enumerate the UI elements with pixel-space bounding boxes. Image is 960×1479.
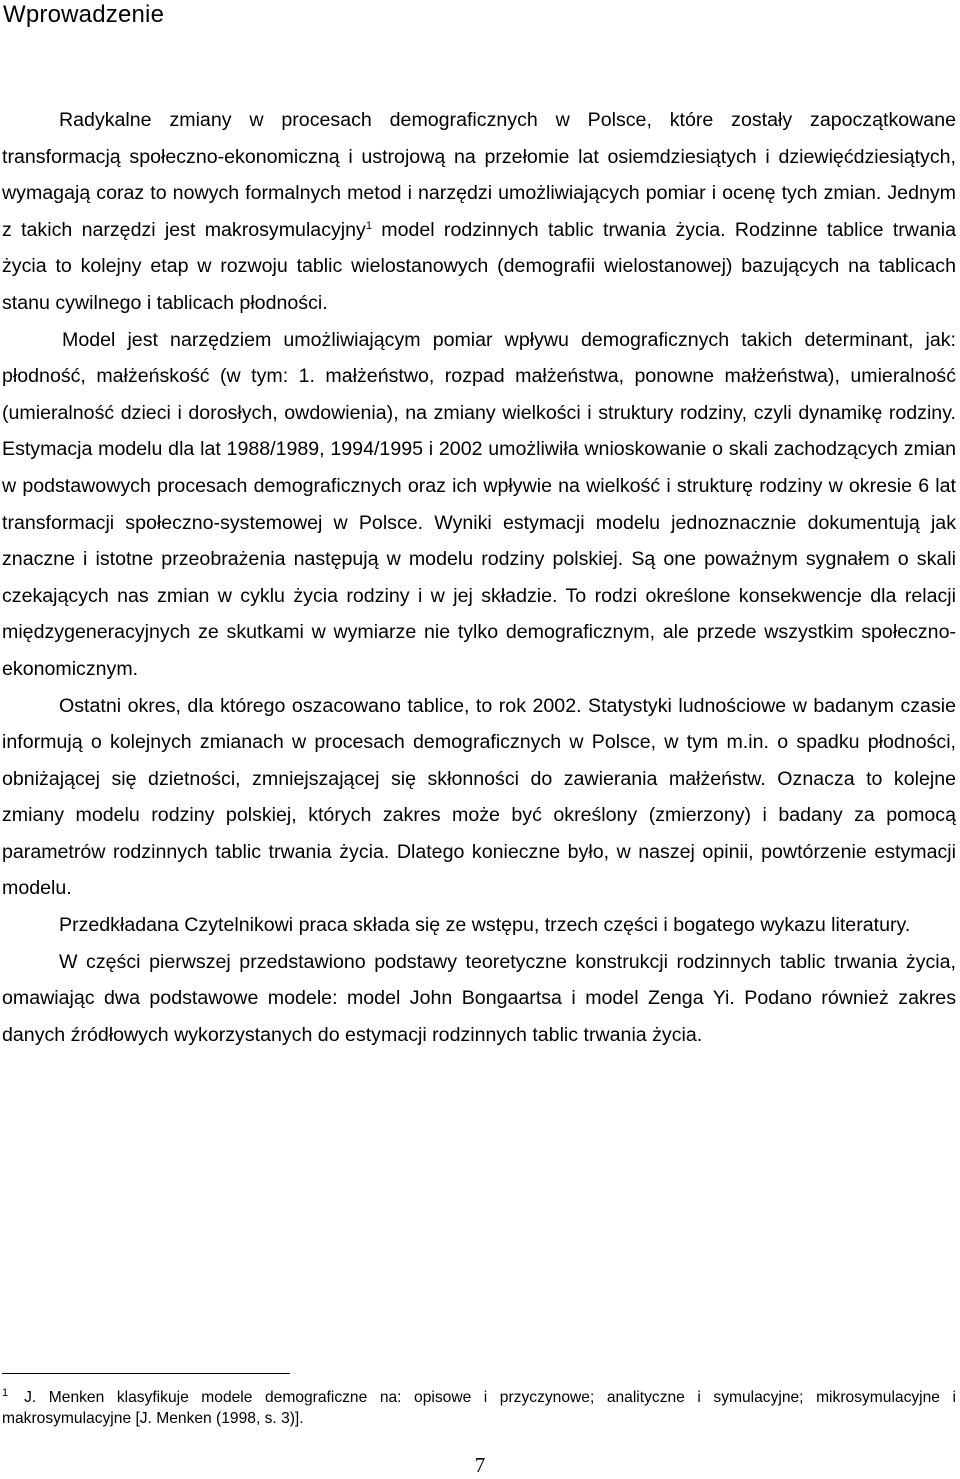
footnote-text: J. Menken klasyfikuje modele demograficzne na: opisowe i przyczynowe; analityczne i symulacyjne; mikrosymulacyjne i makrosymulacyjne [J. Menken (1998, s. 3)]. — [2, 1389, 956, 1427]
footnote-marker: 1 — [2, 1387, 9, 1399]
paragraph-1-text-after-note: model rodzinnych tablic trwania życia. Rodzinne tablice trwania życia to kolejny etap w rozwoju tablic wielostanowych (demografii wielostanowej) bazujących na tablicach stanu cywilnego i tablicach płodności. — [2, 218, 956, 314]
paragraph-1-text-before-note: Radykalne zmiany w procesach demograficznych w Polsce, które zostały zapoczątkowane transformacją społeczno-ekonomiczną i ustrojową na przełomie lat osiemdziesiątych i dziewięćdziesiątych, wymagają coraz to nowych formalnych metod i narzędzi umożliwiających pomiar i ocenę tych zmian. Jednym z takich narzędzi jest makrosymulacyjny — [2, 109, 956, 241]
section-heading: Wprowadzenie — [3, 1, 165, 28]
paragraph-1 — [2, 102, 956, 322]
page-number: 7 — [474, 1453, 486, 1477]
paragraph-5: W części pierwszej przedstawiono podstawy teoretyczne konstrukcji rodzinnych tablic trwania życia, omawiając dwa podstawowe modele: model John Bongaartsa i model Zenga Yi. Podano również zakres danych źródłowych wykorzystanych do estymacji rodzinnych tablic trwania życia. — [2, 950, 956, 1046]
body-text — [2, 102, 956, 1053]
paragraph-3: Ostatni okres, dla którego oszacowano tablice, to rok 2002. Statystyki ludnościowe w badanym czasie informują o kolejnych zmianach w procesach demograficznych w Polsce, w tym m.in. o spadku płodności, obniżającej się dzietności, zmniejszającej się skłonności do zawierania małżeństw. Oznacza to kolejne zmiany modelu rodziny polskiej, których zakres może być określony (zmierzony) i badany za pomocą parametrów rodzinnych tablic trwania życia. Dlatego konieczne było, w naszej opinii, powtórzenie estymacji modelu. — [2, 694, 956, 900]
footnote-reference: 1 — [365, 219, 372, 232]
paragraph-2: Model jest narzędziem umożliwiającym pomiar wpływu demograficznych takich determinant, jak: płodność, małżeńskość (w tym: 1. małżeństwo, rozpad małżeństwa, ponowne małżeństwa), umieralność (umieralność dzieci i dorosłych, owdowienia), na zmiany wielkości i struktury rodziny, czyli dynamikę rodziny. Estymacja modelu dla lat 1988/1989, 1994/1995 i 2002 umożliwiła wnioskowanie o skali zachodzących zmian w podstawowych procesach demograficznych oraz ich wpływie na wielkość i strukturę rodziny w okresie 6 lat transformacji społeczno-systemowej w Polsce. Wyniki estymacji modelu jednoznacznie dokumentują jak znaczne i istotne przeobrażenia następują w modelu rodziny polskiej. Są one poważnym sygnałem o skali czekających nas zmian w cyklu życia rodziny i w jej składzie. To rodzi określone konsekwencje dla relacji międzygeneracyjnych ze skutkami w wymiarze nie tylko demograficznym, ale przede wszystkim społeczno-ekonomicznym. — [2, 328, 956, 680]
footnote — [2, 1387, 956, 1429]
paragraph-4: Przedkładana Czytelnikowi praca składa się ze wstępu, trzech części i bogatego wykazu literatury. — [59, 914, 911, 937]
footnote-separator — [2, 1373, 290, 1374]
